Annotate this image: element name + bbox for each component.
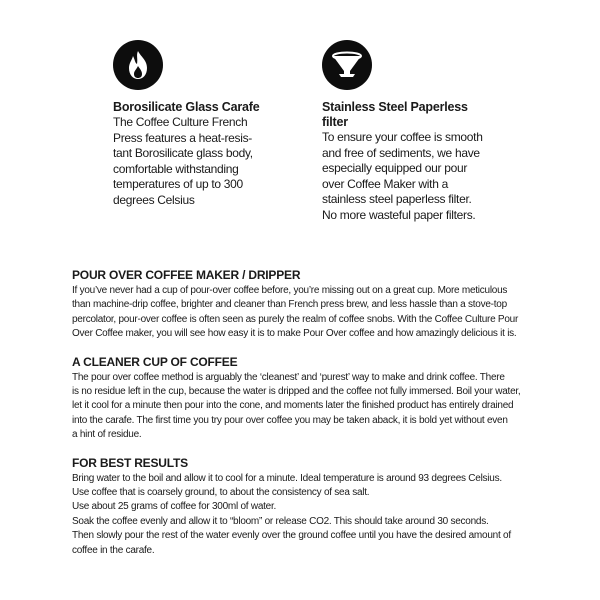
section-cleaner-cup — [72, 355, 544, 443]
section-body: Bring water to the boil and allow it to cool for a minute. Ideal temperature is around 93 degrees Celsius. Use coffee that is coarsely ground, to about the consistency of sea salt. Use about 25 grams of coffee for 300ml of water. Soak the coffee evenly and allow it to “bloom” or release CO2. This should take around 30 seconds. Then slowly pour the rest of the water evenly over the ground coffee until you have the desired amount of coffee in the carafe. — [72, 472, 511, 556]
feature-steel-filter — [322, 40, 492, 223]
pour-over-filter-icon — [322, 40, 372, 90]
main-content — [72, 268, 544, 571]
section-heading: POUR OVER COFFEE MAKER / DRIPPER — [72, 268, 301, 282]
feature-glass-carafe — [113, 40, 273, 208]
section-pour-over — [72, 268, 544, 342]
flame-icon — [113, 40, 163, 90]
feature-description: The Coffee Culture French Press features a heat-resis- tant Borosilicate glass body, comfortable withstanding temperatures of up to 300 degrees Celsius — [113, 115, 253, 207]
section-body: The pour over coffee method is arguably the ‘cleanest’ and ‘purest’ way to make and drink coffee. There is no residue left in the cup, because the water is dripped and the coffee not fully immersed. Boil your water, let it cool for a minute then pour into the cone, and moments later the finished product has entirely drained into the carafe. The first time you try pour over coffee you may be taken aback, it is bold yet without even a hint of residue. — [72, 371, 521, 441]
feature-title: Stainless Steel Paperless filter — [322, 100, 468, 129]
section-best-results — [72, 456, 544, 558]
section-heading: FOR BEST RESULTS — [72, 455, 188, 470]
feature-title: Borosilicate Glass Carafe — [113, 100, 260, 114]
feature-description: To ensure your coffee is smooth and free of sediments, we have especially equipped our pour over Coffee Maker with a stainless steel paperless filter. No more wasteful paper filters. — [322, 130, 483, 222]
section-heading: A CLEANER CUP OF COFFEE — [72, 354, 238, 369]
section-body: If you’ve never had a cup of pour-over coffee before, you’re missing out on a great cup. More meticulous than machine-drip coffee, brighter and cleaner than French press brew, and less hassle than a stove-top percolator, pour-over coffee is often seen as purely the realm of coffee snobs. With the Coffee Culture Pour Over Coffee maker, you will see how easy it is to make Pour Over coffee and how amazingly delicious it is. — [72, 285, 519, 340]
